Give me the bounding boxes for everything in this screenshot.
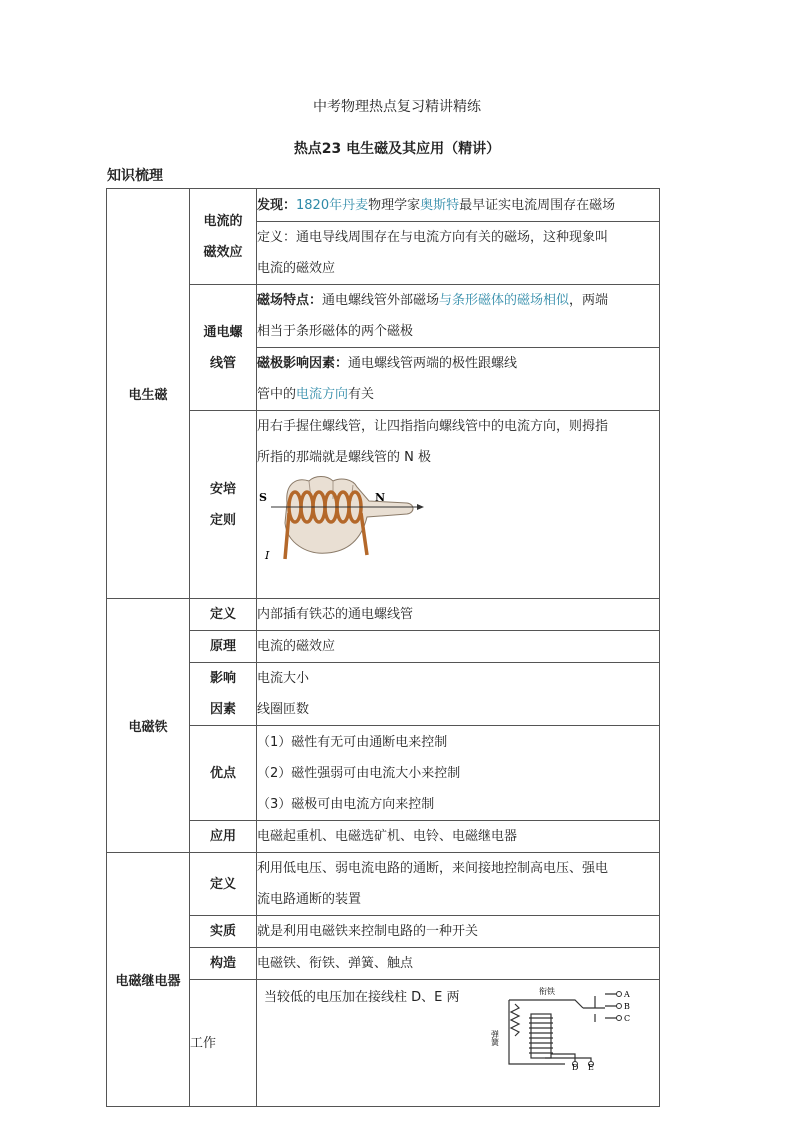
- fig-terminal-b: B: [624, 1002, 630, 1011]
- em-application: 电磁起重机、电磁选矿机、电铃、电磁继电器: [257, 821, 660, 853]
- definition-cell: 定义：通电导线周围存在与电流方向有关的磁场，这种现象叫 电流的磁效应: [257, 222, 660, 285]
- label-current-effect: 电流的 磁效应: [190, 189, 257, 285]
- fig-armature-label: 衔铁: [539, 987, 555, 996]
- fig-terminal-e: E: [588, 1063, 594, 1072]
- fig-current-i: I: [265, 549, 270, 562]
- label-solenoid: 通电螺 线管: [190, 285, 257, 411]
- right-hand-rule-figure: [257, 473, 432, 563]
- category-electro-magnetism: 电生磁: [107, 189, 190, 599]
- label-relay-work: 工作: [190, 980, 257, 1107]
- label-relay-definition: 定义: [190, 853, 257, 916]
- solenoid-factor-cell: 磁极影响因素：通电螺线管两端的极性跟螺线 管中的电流方向有关: [257, 348, 660, 411]
- fig-terminal-d: D: [572, 1063, 579, 1072]
- page-title: 中考物理热点复习精讲精练: [313, 99, 481, 115]
- discovery-scientist: 奥斯特: [420, 197, 460, 213]
- ampere-rule-cell: 用右手握住螺线管，让四指指向螺线管中的电流方向，则拇指 所指的那端就是螺线管的 N 极 S N I: [257, 411, 660, 599]
- category-electromagnet: 电磁铁: [107, 599, 190, 853]
- relay-essence: 就是利用电磁铁来控制电路的一种开关: [257, 916, 660, 948]
- fig-terminal-a: A: [624, 990, 630, 999]
- category-relay: 电磁继电器: [107, 853, 190, 1107]
- label-em-factors: 影响 因素: [190, 663, 257, 726]
- relay-work-text: 当较低的电压加在接线柱 D、E 两: [264, 990, 460, 1005]
- label-relay-essence: 实质: [190, 916, 257, 948]
- section-heading: 知识梳理: [107, 168, 163, 184]
- knowledge-table: [106, 188, 660, 1107]
- label-em-application: 应用: [190, 821, 257, 853]
- relay-work-cell: [257, 980, 660, 1107]
- em-factors: 电流大小 线圈匝数: [257, 663, 660, 726]
- em-advantages: （1）磁性有无可由通断电来控制 （2）磁性强弱可由电流大小来控制 （3）磁极可由电流方向来控制: [257, 726, 660, 821]
- relay-diagram-figure: [490, 986, 635, 1072]
- em-principle: 电流的磁效应: [257, 631, 660, 663]
- label-ampere-rule: 安培 定则: [190, 411, 257, 599]
- relay-definition: 利用低电压、弱电流电路的通断，来间接地控制高电压、强电 流电路通断的装置: [257, 853, 660, 916]
- label-relay-structure: 构造: [190, 948, 257, 980]
- discovery-year: 1820年丹麦: [296, 197, 369, 213]
- page-subtitle: 热点23 电生磁及其应用（精讲）: [293, 141, 501, 157]
- label-em-principle: 原理: [190, 631, 257, 663]
- fig-terminal-c: C: [624, 1014, 631, 1023]
- discovery-cell: 发现：1820年丹麦物理学家奥斯特最早证实电流周围存在磁场: [257, 189, 660, 222]
- label-em-advantages: 优点: [190, 726, 257, 821]
- fig-spring-label: 弹簧: [490, 1030, 500, 1046]
- fig-pole-n: N: [375, 491, 386, 504]
- fig-pole-s: S: [259, 491, 267, 504]
- em-definition: 内部插有铁芯的通电螺线管: [257, 599, 660, 631]
- label-em-definition: 定义: [190, 599, 257, 631]
- solenoid-feature-cell: 磁场特点：通电螺线管外部磁场与条形磁体的磁场相似，两端 相当于条形磁体的两个磁极: [257, 285, 660, 348]
- relay-structure: 电磁铁、衔铁、弹簧、触点: [257, 948, 660, 980]
